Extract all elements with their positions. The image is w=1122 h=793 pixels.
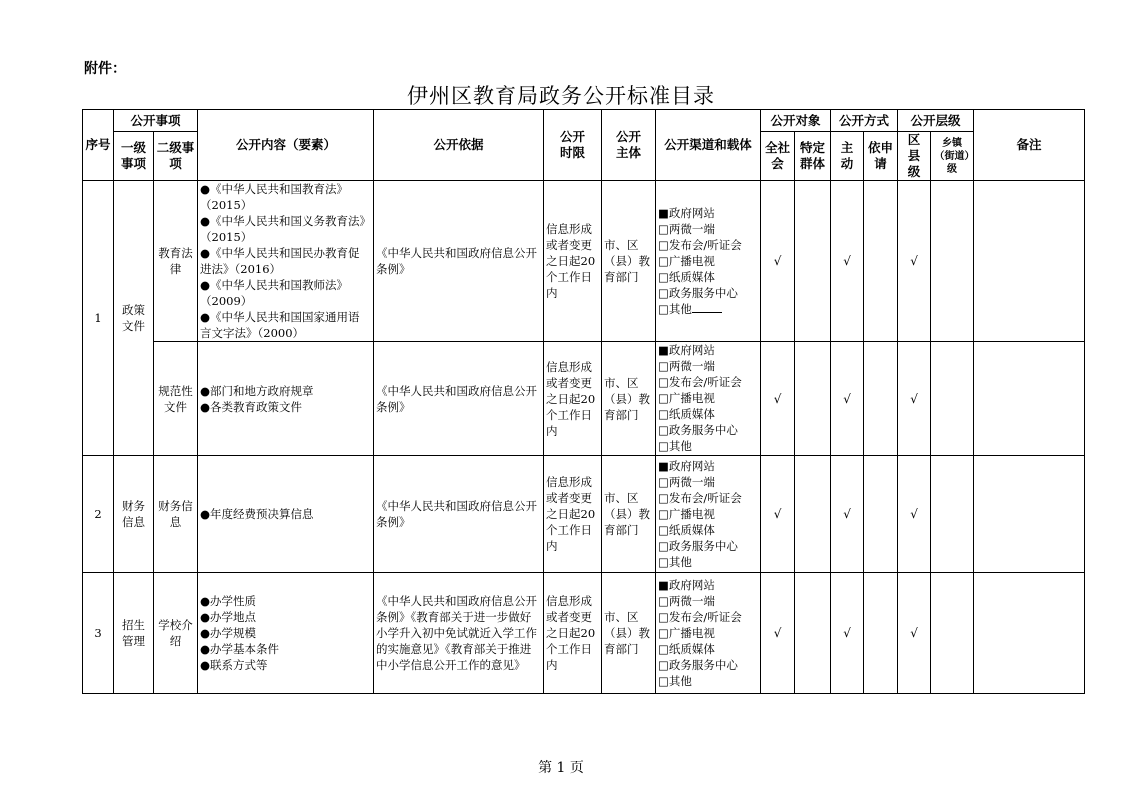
col-remark: 备注 <box>974 110 1085 181</box>
content-item: ●办学基本条件 <box>200 642 280 656</box>
channel-item: □纸质媒体 <box>658 642 715 656</box>
col-level-group: 公开层级 <box>898 110 974 132</box>
channel-item: □政务服务中心 <box>658 539 738 553</box>
cell-seq: 2 <box>83 456 114 573</box>
col-level1: 一级事项 <box>114 132 154 181</box>
cell-target-all: √ <box>761 342 795 456</box>
col-channel: 公开渠道和载体 <box>656 110 761 181</box>
channel-item: □纸质媒体 <box>658 523 715 537</box>
fill-blank-line <box>692 302 722 313</box>
cell-subject: 市、区（县）教育部门 <box>602 573 656 694</box>
cell-time-limit: 信息形成或者变更之日起20个工作日内 <box>544 573 602 694</box>
channel-item-other: □其他 <box>658 301 758 317</box>
col-subject: 公开主体 <box>602 110 656 181</box>
cell-channels <box>656 342 761 456</box>
cell-content <box>198 342 374 456</box>
channel-item: □两微一端 <box>658 594 715 608</box>
channel-item: □广播电视 <box>658 507 715 521</box>
table-row <box>83 342 1085 456</box>
channel-item: □广播电视 <box>658 626 715 640</box>
channel-item: ■政府网站 <box>658 459 715 473</box>
cell-method-apply <box>864 573 898 694</box>
cell-level1: 政策文件 <box>114 181 154 456</box>
channel-item: □政务服务中心 <box>658 658 738 672</box>
cell-method-apply <box>864 181 898 342</box>
attachment-label: 附件： <box>84 61 126 77</box>
cell-level-town <box>931 181 974 342</box>
channel-item: □广播电视 <box>658 254 715 268</box>
table-row <box>83 181 1085 342</box>
channel-item: □政务服务中心 <box>658 423 738 437</box>
cell-level2: 教育法律 <box>154 181 198 342</box>
cell-target-specific <box>795 342 831 456</box>
cell-level2: 学校介绍 <box>154 573 198 694</box>
cell-level-county: √ <box>898 181 931 342</box>
channel-item: □其他 <box>658 674 692 688</box>
cell-basis: 《中华人民共和国政府信息公开条例》 <box>374 181 544 342</box>
cell-remark <box>974 573 1085 694</box>
table-row <box>83 573 1085 694</box>
cell-content <box>198 456 374 573</box>
cell-method-active: √ <box>831 456 864 573</box>
cell-level-county: √ <box>898 456 931 573</box>
content-item: ●《中华人民共和国义务教育法》（2015） <box>200 214 366 244</box>
cell-level2: 财务信息 <box>154 456 198 573</box>
table-row <box>83 456 1085 573</box>
content-item: ●《中华人民共和国教育法》（2015） <box>200 182 349 212</box>
channel-item: □政务服务中心 <box>658 286 738 300</box>
col-method-active: 主动 <box>831 132 864 181</box>
channel-item: □发布会/听证会 <box>658 491 742 505</box>
cell-level-town <box>931 456 974 573</box>
channel-item: □纸质媒体 <box>658 407 715 421</box>
col-level-town: 乡镇（街道）级 <box>931 132 974 181</box>
channel-item: ■政府网站 <box>658 578 715 592</box>
cell-method-apply <box>864 342 898 456</box>
col-target-specific: 特定群体 <box>795 132 831 181</box>
cell-basis: 《中华人民共和国政府信息公开条例》《教育部关于进一步做好小学升入初中免试就近入学工作的实施意见》《教育部关于推进中小学信息公开工作的意见》 <box>374 573 544 694</box>
channel-item: □两微一端 <box>658 475 715 489</box>
col-level2: 二级事项 <box>154 132 198 181</box>
page-title: 伊州区教育局政务公开标准目录 <box>407 84 715 108</box>
cell-remark <box>974 342 1085 456</box>
col-basis: 公开依据 <box>374 110 544 181</box>
cell-method-active: √ <box>831 573 864 694</box>
channel-item: □发布会/听证会 <box>658 610 742 624</box>
cell-level1: 招生管理 <box>114 573 154 694</box>
content-item: ●办学规模 <box>200 626 257 640</box>
channel-item: □两微一端 <box>658 359 715 373</box>
channel-item: □纸质媒体 <box>658 270 715 284</box>
cell-remark <box>974 181 1085 342</box>
content-item: ●办学性质 <box>200 594 257 608</box>
col-method-group: 公开方式 <box>831 110 898 132</box>
col-time-limit: 公开时限 <box>544 110 602 181</box>
cell-content <box>198 181 374 342</box>
cell-target-specific <box>795 181 831 342</box>
cell-level1: 财务信息 <box>114 456 154 573</box>
cell-basis: 《中华人民共和国政府信息公开条例》 <box>374 342 544 456</box>
cell-time-limit: 信息形成或者变更之日起20个工作日内 <box>544 342 602 456</box>
cell-level2: 规范性文件 <box>154 342 198 456</box>
channel-item: □发布会/听证会 <box>658 238 742 252</box>
cell-seq: 1 <box>83 181 114 456</box>
cell-method-active: √ <box>831 181 864 342</box>
channel-item: □发布会/听证会 <box>658 375 742 389</box>
content-item: ●联系方式等 <box>200 658 268 672</box>
cell-channels <box>656 456 761 573</box>
content-item: ●《中华人民共和国国家通用语言文字法》（2000） <box>200 310 360 340</box>
cell-content <box>198 573 374 694</box>
col-method-apply: 依申请 <box>864 132 898 181</box>
catalog-table <box>82 109 1085 694</box>
channel-item: ■政府网站 <box>658 343 715 357</box>
col-content: 公开内容（要素） <box>198 110 374 181</box>
col-seq: 序号 <box>83 110 114 181</box>
cell-level-town <box>931 342 974 456</box>
cell-seq: 3 <box>83 573 114 694</box>
content-item: ●各类教育政策文件 <box>200 399 303 414</box>
cell-time-limit: 信息形成或者变更之日起20个工作日内 <box>544 181 602 342</box>
content-item: ●办学地点 <box>200 610 257 624</box>
channel-item: □其他 <box>658 555 692 569</box>
channel-item: ■政府网站 <box>658 206 715 220</box>
cell-channels <box>656 181 761 342</box>
cell-target-all: √ <box>761 456 795 573</box>
content-item: ●年度经费预决算信息 <box>200 507 314 521</box>
cell-method-active: √ <box>831 342 864 456</box>
cell-channels <box>656 573 761 694</box>
col-target-group: 公开对象 <box>761 110 831 132</box>
col-level-county: 区县级 <box>898 132 931 181</box>
cell-level-county: √ <box>898 573 931 694</box>
cell-subject: 市、区（县）教育部门 <box>602 456 656 573</box>
col-matter-group: 公开事项 <box>114 110 198 132</box>
col-target-all: 全社会 <box>761 132 795 181</box>
cell-remark <box>974 456 1085 573</box>
page-number: 第 1 页 <box>538 760 584 776</box>
cell-level-county: √ <box>898 342 931 456</box>
cell-method-apply <box>864 456 898 573</box>
cell-basis: 《中华人民共和国政府信息公开条例》 <box>374 456 544 573</box>
cell-time-limit: 信息形成或者变更之日起20个工作日内 <box>544 456 602 573</box>
cell-subject: 市、区（县）教育部门 <box>602 342 656 456</box>
content-item: ●部门和地方政府规章 <box>200 383 314 398</box>
cell-target-specific <box>795 456 831 573</box>
cell-target-specific <box>795 573 831 694</box>
cell-subject: 市、区（县）教育部门 <box>602 181 656 342</box>
cell-target-all: √ <box>761 573 795 694</box>
cell-target-all: √ <box>761 181 795 342</box>
channel-item: □其他 <box>658 439 692 453</box>
content-item: ●《中华人民共和国民办教育促进法》（2016） <box>200 246 360 276</box>
channel-item: □两微一端 <box>658 222 715 236</box>
channel-item: □广播电视 <box>658 391 715 405</box>
content-item: ●《中华人民共和国教师法》（2009） <box>200 278 349 308</box>
cell-level-town <box>931 573 974 694</box>
